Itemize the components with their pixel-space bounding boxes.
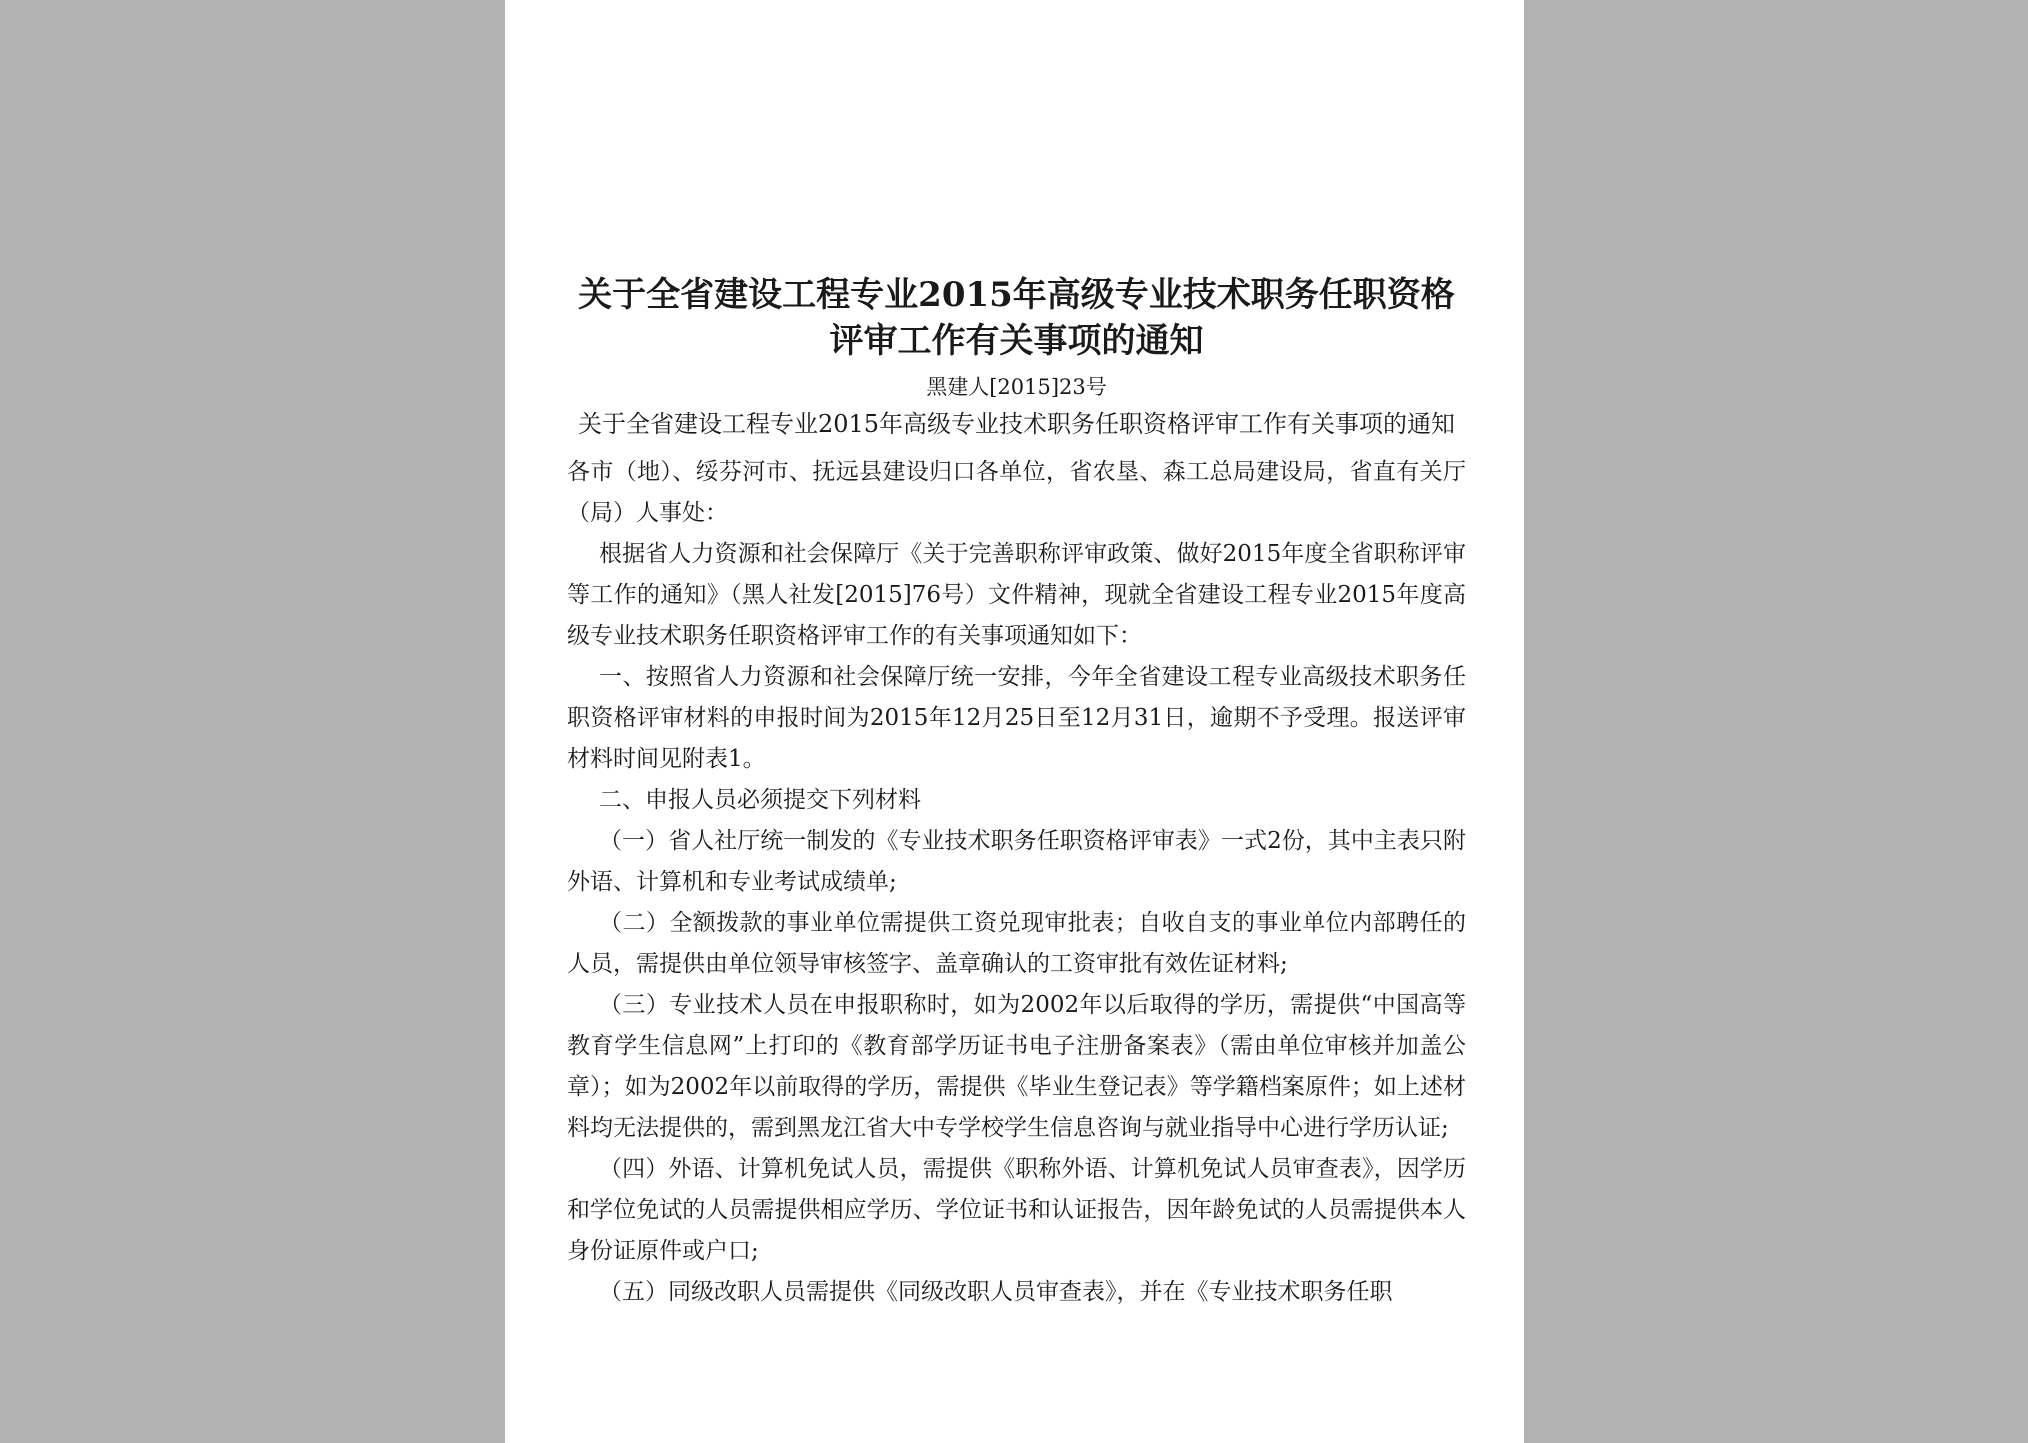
body-paragraph: （一）省人社厅统一制发的《专业技术职务任职资格评审表》一式2份，其中主表只附外语、计算机和专业考试成绩单; <box>567 828 1466 895</box>
addressee-paragraph: 各市（地）、绥芬河市、抚远县建设归口各单位，省农垦、森工总局建设局，省直有关厅（局）人事处： <box>567 459 1466 526</box>
document-body <box>567 452 1466 1313</box>
document-page <box>505 0 1524 1443</box>
document-subtitle: 关于全省建设工程专业2015年高级专业技术职务任职资格评审工作有关事项的通知 <box>577 410 1456 438</box>
body-paragraph: （四）外语、计算机免试人员，需提供《职称外语、计算机免试人员审查表》，因学历和学位免试的人员需提供相应学历、学位证书和认证报告，因年龄免试的人员需提供本人身份证原件或户口; <box>567 1156 1466 1264</box>
document-title: 关于全省建设工程专业2015年高级专业技术职务任职资格评审工作有关事项的通知 <box>578 275 1455 361</box>
body-paragraph: （二）全额拨款的事业单位需提供工资兑现审批表；自收自支的事业单位内部聘任的人员，需提供由单位领导审核签字、盖章确认的工资审批有效佐证材料; <box>567 910 1466 977</box>
body-paragraph: （三）专业技术人员在申报职称时，如为2002年以后取得的学历，需提供“中国高等教育学生信息网”上打印的《教育部学历证书电子注册备案表》（需由单位审核并加盖公章）；如为2002年以前取得的学历，需提供《毕业生登记表》等学籍档案原件；如上述材料均无法提供的，需到黑龙江省大中专学校学生信息咨询与就业指导中心进行学历认证; <box>567 992 1466 1141</box>
section-heading: 二、申报人员必须提交下列材料 <box>599 787 921 813</box>
document-number: 黑建人[2015]23号 <box>926 375 1107 399</box>
body-paragraph: （五）同级改职人员需提供《同级改职人员审查表》，并在《专业技术职务任职 <box>599 1279 1393 1305</box>
body-paragraph: 根据省人力资源和社会保障厅《关于完善职称评审政策、做好2015年度全省职称评审等工作的通知》（黑人社发[2015]76号）文件精神，现就全省建设工程专业2015年度高级专业技术职务任职资格评审工作的有关事项通知如下： <box>567 541 1466 649</box>
body-paragraph: 一、按照省人力资源和社会保障厅统一安排，今年全省建设工程专业高级技术职务任职资格评审材料的申报时间为2015年12月25日至12月31日，逾期不予受理。报送评审材料时间见附表1。 <box>567 664 1466 772</box>
